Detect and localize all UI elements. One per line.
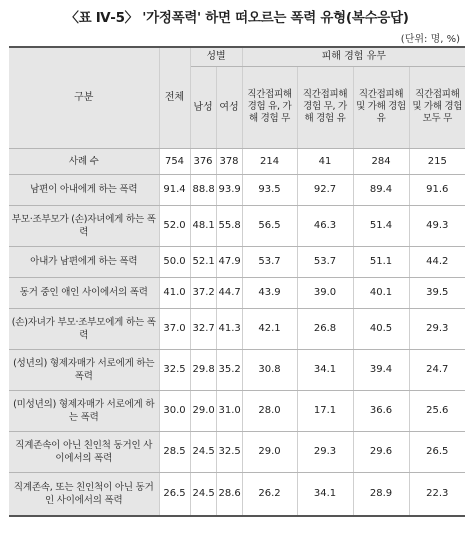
cell-female: 32.5	[216, 431, 242, 472]
cell-exp-none: 26.5	[409, 431, 465, 472]
cell-exp-offender-only: 53.7	[297, 246, 353, 277]
cell-exp-victim-only: 214	[242, 148, 297, 174]
row-label: 직계존속이 아닌 친인척 동거인 사이에서의 폭력	[9, 431, 159, 472]
cell-total: 26.5	[159, 472, 190, 516]
cell-exp-victim-only: 43.9	[242, 277, 297, 308]
table-row	[9, 349, 465, 390]
cell-male: 52.1	[190, 246, 216, 277]
table-row	[9, 431, 465, 472]
cell-exp-offender-only: 34.1	[297, 472, 353, 516]
cell-total: 30.0	[159, 390, 190, 431]
row-label: 직계존속, 또는 친인척이 아닌 동거인 사이에서의 폭력	[9, 472, 159, 516]
cell-male: 37.2	[190, 277, 216, 308]
header-experience-group: 피해 경험 유무	[242, 47, 465, 66]
row-label: 사례 수	[9, 148, 159, 174]
row-label: 아내가 남편에게 하는 폭력	[9, 246, 159, 277]
cell-exp-offender-only: 39.0	[297, 277, 353, 308]
cell-total: 32.5	[159, 349, 190, 390]
cell-exp-both: 89.4	[353, 174, 409, 205]
cell-female: 35.2	[216, 349, 242, 390]
cell-exp-none: 24.7	[409, 349, 465, 390]
cell-female: 378	[216, 148, 242, 174]
header-exp-offender-only: 직간접피해 경험 무, 가해 경험 유	[297, 66, 353, 148]
cell-exp-offender-only: 92.7	[297, 174, 353, 205]
row-label: (성년의) 형제자매가 서로에게 하는 폭력	[9, 349, 159, 390]
cell-male: 32.7	[190, 308, 216, 349]
cell-exp-none: 29.3	[409, 308, 465, 349]
cell-exp-victim-only: 93.5	[242, 174, 297, 205]
header-female: 여성	[216, 66, 242, 148]
cell-total: 91.4	[159, 174, 190, 205]
cell-exp-offender-only: 46.3	[297, 205, 353, 246]
cell-exp-offender-only: 34.1	[297, 349, 353, 390]
cell-exp-victim-only: 56.5	[242, 205, 297, 246]
cell-exp-none: 44.2	[409, 246, 465, 277]
statistics-table	[9, 46, 465, 517]
cell-total: 28.5	[159, 431, 190, 472]
cell-exp-offender-only: 26.8	[297, 308, 353, 349]
header-exp-both: 직간접피해 및 가해 경험 유	[353, 66, 409, 148]
cell-exp-none: 215	[409, 148, 465, 174]
cell-female: 44.7	[216, 277, 242, 308]
cell-exp-none: 39.5	[409, 277, 465, 308]
table-row	[9, 277, 465, 308]
cell-exp-both: 29.6	[353, 431, 409, 472]
table-body	[9, 148, 465, 516]
unit-note: (단위: 명, %)	[400, 34, 460, 45]
cell-exp-offender-only: 29.3	[297, 431, 353, 472]
row-label: 남편이 아내에게 하는 폭력	[9, 174, 159, 205]
cell-exp-none: 25.6	[409, 390, 465, 431]
cell-exp-none: 91.6	[409, 174, 465, 205]
cell-total: 37.0	[159, 308, 190, 349]
cell-female: 93.9	[216, 174, 242, 205]
cell-exp-both: 40.1	[353, 277, 409, 308]
row-label: 부모·조부모가 (손)자녀에게 하는 폭력	[9, 205, 159, 246]
cell-exp-victim-only: 26.2	[242, 472, 297, 516]
cell-exp-victim-only: 29.0	[242, 431, 297, 472]
cell-male: 24.5	[190, 472, 216, 516]
table-row	[9, 308, 465, 349]
cell-exp-none: 22.3	[409, 472, 465, 516]
cell-total: 50.0	[159, 246, 190, 277]
table-caption: 〈표 Ⅳ-5〉 '가정폭력' 하면 떠오르는 폭력 유형(복수응답)	[65, 10, 409, 26]
cell-exp-both: 40.5	[353, 308, 409, 349]
cell-female: 47.9	[216, 246, 242, 277]
table-row	[9, 472, 465, 516]
cell-male: 88.8	[190, 174, 216, 205]
cell-male: 376	[190, 148, 216, 174]
cell-exp-both: 39.4	[353, 349, 409, 390]
header-row-1	[9, 47, 465, 66]
cell-female: 41.3	[216, 308, 242, 349]
cell-female: 31.0	[216, 390, 242, 431]
cell-exp-offender-only: 17.1	[297, 390, 353, 431]
header-total: 전체	[159, 47, 190, 148]
cell-male: 24.5	[190, 431, 216, 472]
cell-total: 52.0	[159, 205, 190, 246]
row-label: (미성년의) 형제자매가 서로에게 하는 폭력	[9, 390, 159, 431]
table-row	[9, 390, 465, 431]
cell-female: 28.6	[216, 472, 242, 516]
cell-male: 29.0	[190, 390, 216, 431]
table-row	[9, 148, 465, 174]
cell-exp-both: 284	[353, 148, 409, 174]
header-exp-victim-only: 직간접피해 경험 유, 가해 경험 무	[242, 66, 297, 148]
row-label: 동거 중인 애인 사이에서의 폭력	[9, 277, 159, 308]
cell-exp-victim-only: 28.0	[242, 390, 297, 431]
cell-total: 754	[159, 148, 190, 174]
header-category: 구분	[9, 47, 159, 148]
cell-male: 29.8	[190, 349, 216, 390]
table-row	[9, 174, 465, 205]
cell-male: 48.1	[190, 205, 216, 246]
cell-female: 55.8	[216, 205, 242, 246]
cell-exp-both: 51.4	[353, 205, 409, 246]
row-label: (손)자녀가 부모·조부모에게 하는 폭력	[9, 308, 159, 349]
table-row	[9, 205, 465, 246]
cell-exp-both: 51.1	[353, 246, 409, 277]
header-male: 남성	[190, 66, 216, 148]
cell-exp-none: 49.3	[409, 205, 465, 246]
cell-exp-victim-only: 42.1	[242, 308, 297, 349]
header-exp-none: 직간접피해 및 가해 경험 모두 무	[409, 66, 465, 148]
cell-exp-offender-only: 41	[297, 148, 353, 174]
table-row	[9, 246, 465, 277]
cell-exp-both: 28.9	[353, 472, 409, 516]
cell-exp-victim-only: 30.8	[242, 349, 297, 390]
cell-exp-both: 36.6	[353, 390, 409, 431]
cell-total: 41.0	[159, 277, 190, 308]
cell-exp-victim-only: 53.7	[242, 246, 297, 277]
header-gender-group: 성별	[190, 47, 242, 66]
